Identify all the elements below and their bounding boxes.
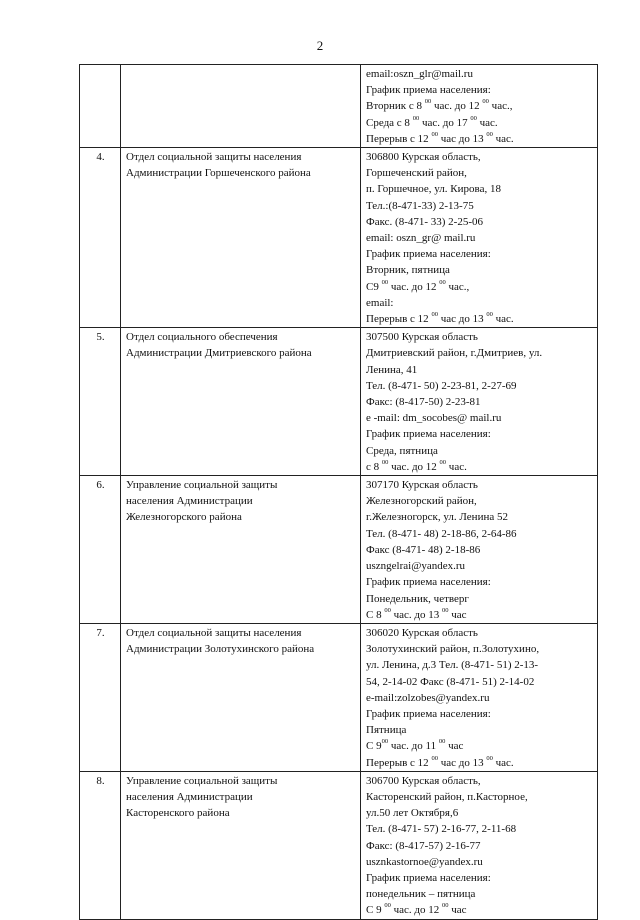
department-name-line: Управление социальной защиты	[126, 774, 278, 787]
department-name-line: Управление социальной защиты	[126, 479, 278, 492]
contact-info	[361, 65, 598, 148]
superscript-minutes: 00	[439, 278, 446, 286]
contact-info-line: Ленина, 41	[366, 363, 418, 376]
contact-info-line: Пятница	[366, 724, 407, 737]
superscript-minutes: 00	[486, 311, 493, 319]
superscript-minutes: 00	[381, 458, 389, 466]
contact-info-line: 307500 Курская область	[366, 331, 478, 344]
contact-info-line: с 8 $^{00}$ час. до 12 $^{00}$ час.	[366, 458, 467, 473]
department-name-line: Отдел социальной защиты населения	[126, 626, 302, 639]
contact-info-line: График приема населения:	[366, 707, 491, 720]
contact-info-line: Железногорский район,	[366, 495, 477, 508]
contact-info-line: ул.50 лет Октября,6	[366, 807, 459, 820]
contact-info-line: Перерыв с 12 $^{00}$ час до 13 $^{00}$ час.	[366, 754, 514, 769]
department-name-line: Администрации Дмитриевского района	[126, 347, 312, 360]
contact-info-line: Золотухинский район, п.Золотухино,	[366, 643, 540, 656]
department-name	[121, 623, 361, 771]
superscript-minutes: 00	[482, 98, 489, 106]
contact-info-line: 306700 Курская область,	[366, 774, 481, 787]
table-row	[80, 771, 598, 919]
contact-info-line: email: oszn_gr@ mail.ru	[366, 232, 476, 245]
contact-info-line: Касторенский район, п.Касторное,	[366, 790, 528, 803]
contact-info-line: Тел. (8-471- 50) 2-23-81, 2-27-69	[366, 379, 517, 392]
superscript-minutes: 00	[384, 902, 391, 910]
contact-info-line: Перерыв с 12 $^{00}$ час до 13 $^{00}$ час.	[366, 311, 514, 326]
superscript-minutes: 00	[381, 278, 389, 286]
contact-info-line: понедельник – пятница	[366, 888, 476, 901]
department-name	[121, 771, 361, 919]
department-name	[121, 476, 361, 624]
page-number: 2	[316, 38, 324, 53]
table-row	[80, 476, 598, 624]
contact-info	[361, 476, 598, 624]
contact-info-line: С $9^{00}$ час. до 11 $^{00}$ час	[366, 738, 464, 753]
contacts-table	[79, 64, 598, 920]
department-name-line: населения Администрации	[126, 790, 253, 803]
table-row	[80, 328, 598, 476]
superscript-minutes: 00	[442, 902, 449, 910]
contact-info-line: Среда с 8 $^{00}$ час. до 17 $^{00}$ час.	[366, 114, 498, 129]
department-name	[121, 65, 361, 148]
department-name-line: Администрации Горшеченского района	[126, 167, 311, 180]
contact-info-line: Вторник, пятница	[366, 264, 450, 277]
contact-info-line: п. Горшечное, ул. Кирова, 18	[366, 183, 501, 196]
contact-info-line: Горшеченский район,	[366, 167, 467, 180]
contact-info-line: 307170 Курская область	[366, 479, 478, 492]
contact-info-line: usznkastornoe@yandex.ru	[366, 855, 483, 868]
contact-info-line: 54, 2-14-02 Факс (8-471- 51) 2-14-02	[366, 675, 535, 688]
department-name	[121, 328, 361, 476]
contacts-table-body	[80, 65, 598, 920]
superscript-minutes: 00	[431, 130, 438, 138]
contact-info-line: Факс: (8-417-50) 2-23-81	[366, 396, 481, 409]
row-number: 4.	[80, 148, 121, 328]
superscript-minutes: 00	[486, 754, 493, 762]
contact-info-line: Понедельник, четверг	[366, 592, 469, 605]
superscript-minutes: 00	[431, 754, 438, 762]
contact-info-line: e -mail: dm_socobes@ mail.ru	[366, 412, 502, 425]
department-name-line: Железногорского района	[126, 511, 242, 524]
contact-info-line: Дмитриевский район, г.Дмитриев, ул.	[366, 347, 543, 360]
superscript-minutes: 00	[412, 114, 420, 122]
contact-info	[361, 623, 598, 771]
contact-info-line: г.Железногорск, ул. Ленина 52	[366, 511, 508, 524]
department-name-line: населения Администрации	[126, 495, 253, 508]
superscript-minutes: 00	[424, 98, 432, 106]
contact-info-line: С9 $^{00}$ час. до 12 $^{00}$ час.,	[366, 278, 470, 293]
row-number: 6.	[80, 476, 121, 624]
row-number: 7.	[80, 623, 121, 771]
superscript-minutes: 00	[438, 738, 446, 746]
contact-info-line: 306800 Курская область,	[366, 151, 481, 164]
contact-info-line: Факс: (8-417-57) 2-16-77	[366, 839, 481, 852]
contact-info-line: График приема населения:	[366, 84, 491, 97]
contact-info-line: Тел.:(8-471-33) 2-13-75	[366, 199, 474, 212]
superscript-minutes: 00	[381, 738, 389, 746]
contact-info-line: С 8 $^{00}$ час. до 13 $^{00}$ час	[366, 606, 467, 621]
superscript-minutes: 00	[384, 606, 391, 614]
contact-info-line: Среда, пятница	[366, 444, 438, 457]
contact-info-line: Факс (8-471- 48) 2-18-86	[366, 543, 481, 556]
contact-info-line: График приема населения:	[366, 248, 491, 261]
row-number	[80, 65, 121, 148]
department-name-line: Отдел социальной защиты населения	[126, 151, 302, 164]
contact-info-line: email:	[366, 296, 394, 309]
contact-info	[361, 148, 598, 328]
contact-info-line: e-mail:zolzobes@yandex.ru	[366, 691, 490, 704]
department-name-line: Администрации Золотухинского района	[126, 643, 315, 656]
contact-info-line: График приема населения:	[366, 871, 491, 884]
contact-info-line: email:oszn_glr@mail.ru	[366, 68, 473, 80]
contact-info-line: Тел. (8-471- 48) 2-18-86, 2-64-86	[366, 527, 517, 540]
row-number: 5.	[80, 328, 121, 476]
superscript-minutes: 00	[486, 130, 493, 138]
row-number: 8.	[80, 771, 121, 919]
contact-info-line: ул. Ленина, д.3 Тел. (8-471- 51) 2-13-	[366, 659, 539, 672]
table-row	[80, 65, 598, 148]
table-row	[80, 148, 598, 328]
department-name	[121, 148, 361, 328]
superscript-minutes: 00	[439, 458, 447, 466]
superscript-minutes: 00	[442, 606, 449, 614]
contact-info-line: uszngelrai@yandex.ru	[366, 560, 466, 573]
contact-info-line: Тел. (8-471- 57) 2-16-77, 2-11-68	[366, 823, 517, 836]
contact-info-line: Факс. (8-471- 33) 2-25-06	[366, 215, 484, 228]
contact-info-line: 306020 Курская область	[366, 626, 478, 639]
department-name-line: Отдел социального обеспечения	[126, 331, 278, 344]
department-name-line: Касторенского района	[126, 807, 230, 820]
contact-info	[361, 328, 598, 476]
contact-info-line: Перерыв с 12 $^{00}$ час до 13 $^{00}$ час.	[366, 130, 514, 145]
table-row	[80, 623, 598, 771]
superscript-minutes: 00	[431, 311, 438, 319]
contact-info-line: С 9 $^{00}$ час. до 12 $^{00}$ час	[366, 902, 467, 917]
contact-info	[361, 771, 598, 919]
contact-info-line: График приема населения:	[366, 428, 491, 441]
contact-info-line: Вторник с 8 $^{00}$ час. до 12 $^{00}$ час.,	[366, 98, 513, 113]
superscript-minutes: 00	[470, 114, 477, 122]
contact-info-line: График приема населения:	[366, 576, 491, 589]
